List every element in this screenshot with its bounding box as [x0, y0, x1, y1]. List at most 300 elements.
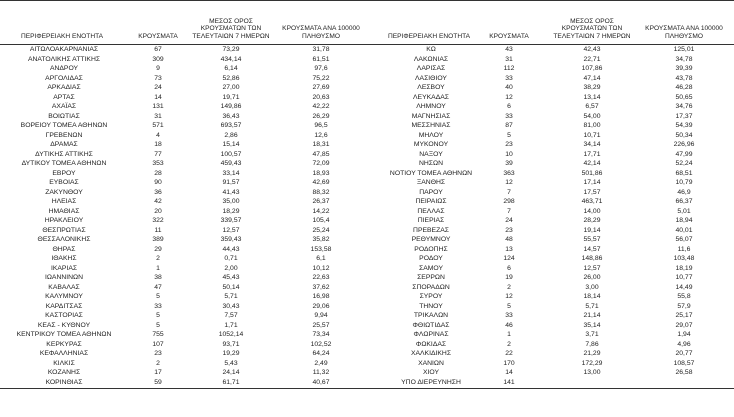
region-cell: ΜΥΚΟΝΟΥ	[413, 141, 449, 148]
per100k-cell: 97,6	[314, 65, 328, 72]
header-cases-per-100k: ΚΡΟΥΣΜΑΤΑ ΑΝΑ 100000 ΠΛΗΘΥΣΜΟ	[645, 25, 723, 40]
region-cell: ΛΕΣΒΟΥ	[417, 84, 445, 91]
per100k-cell: 68,51	[675, 169, 693, 177]
per100k-cell: 16,98	[312, 293, 330, 300]
per100k-cell: 14,22	[312, 207, 330, 215]
cases-cell: 10	[505, 150, 513, 158]
region-cell: ΡΕΘΥΜΝΟΥ	[411, 236, 451, 243]
region-cell: ΕΒΡΟΥ	[52, 169, 76, 177]
cases-cell: 90	[154, 179, 162, 186]
region-cell: ΑΙΤΩΛΟΑΚΑΡΝΑΝΙΑΣ	[29, 46, 99, 53]
region-cell: ΠΕΛΛΑΣ	[417, 207, 445, 215]
cases-cell: 18	[154, 141, 162, 148]
per100k-cell: 25,57	[312, 321, 330, 329]
cases-cell: 12	[505, 293, 513, 300]
per100k-cell: 34,78	[675, 55, 693, 63]
avg7-cell: 34,14	[583, 141, 601, 148]
region-cell: ΖΑΚΥΝΘΟΥ	[45, 188, 83, 196]
avg7-cell: 13,00	[583, 369, 601, 376]
per100k-cell: 35,82	[312, 236, 330, 243]
cases-cell: 22	[505, 350, 513, 357]
avg7-cell: 2,86	[224, 131, 238, 139]
per100k-cell: 18,93	[312, 169, 330, 177]
avg7-cell: 463,71	[581, 198, 603, 205]
region-cell: ΚΙΛΚΙΣ	[53, 359, 75, 367]
per100k-cell: 72,09	[312, 160, 330, 167]
avg7-cell: 693,57	[220, 122, 242, 129]
per100k-cell: 14,49	[675, 283, 693, 291]
region-cell: ΚΑΛΥΜΝΟΥ	[45, 293, 83, 300]
table-row	[0, 378, 367, 388]
avg7-cell: 24,14	[222, 369, 240, 376]
cases-cell: 29	[154, 245, 162, 253]
table-row	[367, 321, 734, 331]
avg7-cell: 3,00	[585, 283, 599, 291]
region-cell: ΗΜΑΘΙΑΣ	[48, 207, 80, 215]
table-row	[367, 150, 734, 160]
right-header	[367, 0, 734, 44]
cases-cell: 14	[154, 93, 162, 101]
per100k-cell: 10,77	[675, 274, 693, 281]
avg7-cell: 5,71	[224, 293, 238, 300]
avg7-cell: 1052,14	[218, 331, 244, 338]
per100k-cell: 105,4	[312, 217, 330, 224]
avg7-cell: 7,57	[224, 312, 238, 319]
table-row	[0, 197, 367, 207]
per100k-cell: 153,58	[310, 245, 332, 253]
cases-cell: 11	[154, 226, 162, 234]
avg7-cell: 81,00	[583, 122, 601, 129]
per100k-cell: 5,01	[677, 207, 691, 215]
avg7-cell: 501,86	[581, 169, 603, 177]
table-row	[0, 273, 367, 283]
cases-cell: 87	[505, 122, 513, 129]
cases-cell: 33	[505, 312, 513, 319]
table-row	[367, 235, 734, 245]
cases-cell: 2	[507, 283, 511, 291]
cases-cell: 67	[154, 46, 162, 53]
cases-cell: 141	[503, 378, 515, 386]
avg7-cell: 3,71	[585, 331, 599, 338]
header-cases: ΚΡΟΥΣΜΑΤΑ	[138, 32, 178, 40]
region-cell: ΚΕΦΑΛΛΗΝΙΑΣ	[39, 350, 89, 357]
avg7-cell: 17,71	[583, 150, 601, 158]
cases-cell: 47	[154, 283, 162, 291]
left-header	[0, 0, 367, 44]
table-row	[0, 340, 367, 350]
cases-cell: 59	[154, 378, 162, 386]
per100k-cell: 18,94	[675, 217, 693, 224]
avg7-cell: 21,14	[583, 312, 601, 319]
cases-cell: 23	[154, 350, 162, 357]
per100k-cell: 26,58	[675, 369, 693, 376]
cases-cell: 77	[154, 150, 162, 158]
cases-cell: 6	[507, 264, 511, 272]
region-cell: ΚΕΝΤΡΙΚΟΥ ΤΟΜΕΑ ΑΘΗΝΩΝ	[16, 331, 112, 338]
avg7-cell: 17,57	[583, 188, 601, 196]
region-cell: ΕΥΒΟΙΑΣ	[49, 179, 79, 186]
cases-cell: 73	[154, 74, 162, 82]
region-cell: ΡΟΔΟΠΗΣ	[414, 245, 448, 253]
region-cell: ΑΝΑΤΟΛΙΚΗΣ ΑΤΤΙΚΗΣ	[27, 55, 101, 63]
cases-cell: 309	[152, 55, 164, 63]
table-row	[367, 197, 734, 207]
table-row	[0, 321, 367, 331]
header-cases: ΚΡΟΥΣΜΑΤΑ	[489, 32, 529, 40]
region-cell: ΙΚΑΡΙΑΣ	[50, 264, 78, 272]
left-rows	[0, 45, 367, 387]
table-row	[367, 169, 734, 179]
region-cell: ΑΧΑΪΑΣ	[51, 103, 77, 110]
cases-cell: 5	[507, 302, 511, 310]
avg7-cell: 18,29	[222, 207, 240, 215]
table-row	[367, 283, 734, 293]
avg7-cell: 14,57	[583, 245, 601, 253]
avg7-cell: 19,71	[222, 93, 240, 101]
cases-cell: 7	[507, 188, 511, 196]
cases-cell: 38	[154, 274, 162, 281]
table-row	[367, 254, 734, 264]
table-row	[367, 226, 734, 236]
cases-cell: 170	[503, 359, 515, 367]
per100k-cell: 46,28	[675, 84, 693, 91]
table-row	[367, 55, 734, 65]
table-row	[0, 368, 367, 378]
table-row	[0, 159, 367, 169]
avg7-cell: 73,29	[222, 46, 240, 53]
cases-cell: 4	[156, 131, 160, 139]
avg7-cell: 17,14	[583, 179, 601, 186]
table-row	[367, 216, 734, 226]
region-cell: ΑΝΔΡΟΥ	[49, 65, 79, 72]
cases-cell: 755	[152, 331, 164, 338]
per100k-cell: 18,19	[675, 264, 693, 272]
cases-cell: 353	[152, 160, 164, 167]
avg7-cell: 339,57	[220, 217, 242, 224]
table-row	[367, 264, 734, 274]
avg7-cell: 10,71	[583, 131, 601, 139]
table-row	[367, 159, 734, 169]
table-row	[0, 264, 367, 274]
region-cell: ΝΑΞΟΥ	[419, 150, 443, 158]
avg7-cell: 459,43	[220, 160, 242, 167]
per100k-cell: 125,01	[673, 46, 695, 53]
cases-cell: 6	[507, 103, 511, 110]
table-row	[367, 368, 734, 378]
per100k-cell: 39,39	[675, 65, 693, 72]
region-cell: ΔΥΤΙΚΟΥ ΤΟΜΕΑ ΑΘΗΝΩΝ	[21, 160, 107, 167]
per100k-cell: 29,06	[312, 302, 330, 310]
avg7-cell: 2,00	[224, 264, 238, 272]
cases-cell: 131	[152, 103, 164, 110]
per100k-cell: 57,9	[677, 302, 691, 310]
table-row	[0, 102, 367, 112]
per100k-cell: 9,94	[314, 312, 328, 319]
avg7-cell: 434,14	[220, 55, 242, 63]
per100k-cell: 26,37	[312, 198, 330, 205]
table-row	[0, 292, 367, 302]
region-cell: ΔΡΑΜΑΣ	[50, 141, 78, 148]
per100k-cell: 29,07	[675, 321, 693, 329]
per100k-cell: 46,9	[677, 188, 691, 196]
table-row	[367, 330, 734, 340]
avg7-cell: 35,14	[583, 321, 601, 329]
table-row	[367, 83, 734, 93]
table-row	[367, 64, 734, 74]
region-cell: ΘΕΣΠΡΩΤΙΑΣ	[42, 226, 86, 234]
region-cell: ΚΩ	[426, 46, 436, 53]
per100k-cell: 50,34	[675, 131, 693, 139]
avg7-cell: 18,14	[583, 293, 601, 300]
table-row	[367, 245, 734, 255]
avg7-cell: 6,57	[585, 103, 599, 110]
table-row	[0, 311, 367, 321]
cases-cell: 5	[156, 312, 160, 319]
cases-cell: 48	[505, 236, 513, 243]
region-cell: ΠΕΙΡΑΙΩΣ	[415, 198, 447, 205]
table-row	[367, 340, 734, 350]
region-cell: ΛΑΣΙΘΙΟΥ	[415, 74, 447, 82]
per100k-cell: 73,34	[312, 331, 330, 338]
avg7-cell: 172,29	[581, 359, 603, 367]
cases-cell: 5	[156, 293, 160, 300]
region-cell: ΜΕΣΣΗΝΙΑΣ	[411, 122, 451, 129]
avg7-cell: 93,71	[222, 340, 240, 348]
table-row	[367, 93, 734, 103]
table-row	[0, 216, 367, 226]
avg7-cell: 26,00	[583, 274, 601, 281]
per100k-cell: 42,22	[312, 103, 330, 110]
avg7-cell: 50,14	[222, 283, 240, 291]
region-cell: ΒΟΡΕΙΟΥ ΤΟΜΕΑ ΑΘΗΝΩΝ	[20, 122, 108, 129]
table-row	[0, 74, 367, 84]
per100k-cell: 55,8	[677, 293, 691, 300]
avg7-cell: 91,57	[222, 179, 240, 186]
avg7-cell: 27,00	[222, 84, 240, 91]
cases-cell: 9	[156, 65, 160, 72]
table-row	[0, 302, 367, 312]
table-row	[0, 330, 367, 340]
table-row	[367, 178, 734, 188]
per100k-cell: 25,24	[312, 226, 330, 234]
table-row	[0, 83, 367, 93]
region-cell: ΞΑΝΘΗΣ	[416, 179, 446, 186]
cases-cell: 2	[156, 255, 160, 262]
per100k-cell: 27,69	[312, 84, 330, 91]
cases-cell: 2	[156, 359, 160, 367]
per100k-cell: 42,69	[312, 179, 330, 186]
cases-cell: 2	[507, 340, 511, 348]
per100k-cell: 6,1	[316, 255, 326, 262]
region-cell: ΛΕΥΚΑΔΑΣ	[413, 93, 449, 101]
avg7-cell: 54,00	[583, 112, 601, 120]
cases-cell: 23	[505, 226, 513, 234]
cases-cell: 571	[152, 122, 164, 129]
region-cell: ΒΟΙΩΤΙΑΣ	[48, 112, 80, 120]
table-row	[367, 359, 734, 369]
region-cell: ΧΙΟΥ	[422, 369, 440, 376]
table-row	[367, 302, 734, 312]
avg7-cell: 42,43	[583, 46, 601, 53]
per100k-cell: 64,24	[312, 350, 330, 357]
per100k-cell: 12,6	[314, 131, 328, 139]
region-cell: ΑΡΚΑΔΙΑΣ	[47, 84, 81, 91]
cases-cell: 46	[505, 321, 513, 329]
region-cell: ΗΡΑΚΛΕΙΟΥ	[44, 217, 84, 224]
cases-cell: 12	[505, 179, 513, 186]
table-row	[0, 150, 367, 160]
region-cell: ΑΡΓΟΛΙΔΑΣ	[45, 74, 83, 82]
per100k-cell: 226,96	[673, 141, 695, 148]
table-row	[367, 45, 734, 55]
table-row	[367, 131, 734, 141]
region-cell: ΚΑΡΔΙΤΣΑΣ	[45, 302, 83, 310]
region-cell: ΧΑΝΙΩΝ	[418, 359, 444, 367]
region-cell: ΧΑΛΚΙΔΙΚΗΣ	[410, 350, 452, 357]
per100k-cell: 50,65	[675, 93, 693, 101]
avg7-cell: 7,86	[585, 340, 599, 348]
per100k-cell: 43,78	[675, 74, 693, 82]
region-cell: ΛΑΚΩΝΙΑΣ	[413, 55, 449, 63]
avg7-cell: 13,14	[583, 93, 601, 101]
cases-cell: 112	[503, 65, 515, 72]
cases-cell: 36	[154, 188, 162, 196]
region-cell: ΘΕΣΣΑΛΟΝΙΚΗΣ	[37, 236, 91, 243]
cases-cell: 298	[503, 198, 515, 205]
avg7-cell: 28,29	[583, 217, 601, 224]
avg7-cell: 55,57	[583, 236, 601, 243]
top-rule	[0, 0, 734, 1]
region-cell: ΛΗΜΝΟΥ	[416, 103, 446, 110]
table-row	[0, 55, 367, 65]
cases-cell: 24	[505, 217, 513, 224]
avg7-cell: 12,57	[222, 226, 240, 234]
table-row	[367, 292, 734, 302]
per100k-cell: 10,12	[312, 264, 330, 272]
per100k-cell: 47,99	[675, 150, 693, 158]
bottom-rule	[0, 388, 734, 389]
cases-cell: 17	[154, 369, 162, 376]
region-cell: ΤΗΝΟΥ	[419, 302, 443, 310]
table-row	[0, 93, 367, 103]
cases-cell: 20	[154, 207, 162, 215]
table-row	[367, 207, 734, 217]
per100k-cell: 61,51	[312, 55, 330, 63]
region-cell: ΜΗΛΟΥ	[418, 131, 444, 139]
avg7-cell: 52,86	[222, 74, 240, 82]
per100k-cell: 52,24	[675, 160, 693, 167]
per100k-cell: 22,63	[312, 274, 330, 281]
region-cell: ΦΩΚΙΔΑΣ	[415, 340, 447, 348]
region-cell: ΚΟΡΙΝΘΙΑΣ	[45, 378, 83, 386]
per100k-cell: 40,01	[675, 226, 693, 234]
avg7-cell: 38,29	[583, 84, 601, 91]
cases-cell: 1	[156, 264, 160, 272]
per100k-cell: 47,85	[312, 150, 330, 158]
region-cell: ΛΑΡΙΣΑΣ	[416, 65, 446, 72]
avg7-cell: 359,43	[220, 236, 242, 243]
table-row	[367, 112, 734, 122]
avg7-cell: 47,14	[583, 74, 601, 82]
avg7-cell: 33,14	[222, 169, 240, 177]
per100k-cell: 96,5	[314, 122, 328, 129]
cases-cell: 13	[505, 245, 513, 253]
cases-cell: 33	[505, 74, 513, 82]
cases-cell: 28	[154, 169, 162, 177]
per100k-cell: 11,6	[677, 245, 691, 253]
region-cell: ΠΡΕΒΕΖΑΣ	[413, 226, 449, 234]
table-row	[367, 188, 734, 198]
avg7-cell: 61,71	[222, 378, 240, 386]
region-cell: ΚΕΑΣ - ΚΥΘΝΟΥ	[37, 321, 91, 329]
per100k-cell: 34,76	[675, 103, 693, 110]
table-row	[0, 140, 367, 150]
per100k-cell: 31,78	[312, 46, 330, 53]
table-row	[367, 273, 734, 283]
region-cell: ΡΟΔΟΥ	[419, 255, 443, 262]
per100k-cell: 25,17	[675, 312, 693, 319]
table-row	[0, 188, 367, 198]
avg7-cell: 36,43	[222, 112, 240, 120]
header-rule	[0, 44, 734, 45]
region-cell: ΓΡΕΒΕΝΩΝ	[45, 131, 83, 139]
per100k-cell: 4,96	[677, 340, 691, 348]
avg7-cell: 41,43	[222, 188, 240, 196]
avg7-cell: 35,00	[222, 198, 240, 205]
header-cases-per-100k: ΚΡΟΥΣΜΑΤΑ ΑΝΑ 100000 ΠΛΗΘΥΣΜΟ	[282, 25, 360, 40]
per100k-cell: 103,48	[673, 255, 695, 262]
table-row	[0, 283, 367, 293]
avg7-cell: 15,14	[222, 141, 240, 148]
header-region: ΠΕΡΙΦΕΡΕΙΑΚΗ ΕΝΟΤΗΤΑ	[387, 32, 471, 40]
table-row	[0, 169, 367, 179]
cases-cell: 43	[505, 46, 513, 53]
cases-cell: 107	[152, 340, 164, 348]
table-row	[0, 254, 367, 264]
avg7-cell: 0,71	[224, 255, 238, 262]
table-row	[0, 178, 367, 188]
header-7day-average: ΜΕΣΟΣ ΟΡΟΣ ΚΡΟΥΣΜΑΤΩΝ ΤΩΝ ΤΕΛΕΥΤΑΙΩΝ 7 ΗΜΕΡΩΝ	[553, 17, 631, 40]
avg7-cell: 5,43	[224, 359, 238, 367]
cases-cell: 40	[505, 84, 513, 91]
per100k-cell: 20,63	[312, 93, 330, 101]
region-cell: ΣΕΡΡΩΝ	[417, 274, 445, 281]
avg7-cell: 45,43	[222, 274, 240, 281]
region-cell: ΦΘΙΩΤΙΔΑΣ	[412, 321, 450, 329]
cases-cell: 23	[505, 141, 513, 148]
table-row	[0, 235, 367, 245]
region-cell: ΣΑΜΟΥ	[419, 264, 443, 272]
per100k-cell: 108,57	[673, 359, 695, 367]
per100k-cell: 26,29	[312, 112, 330, 120]
avg7-cell: 148,86	[581, 255, 603, 262]
region-cell: ΙΘΑΚΗΣ	[51, 255, 77, 262]
region-cell: ΘΗΡΑΣ	[52, 245, 76, 253]
per100k-cell: 75,22	[312, 74, 330, 82]
avg7-cell: 12,57	[583, 264, 601, 272]
table-row	[0, 226, 367, 236]
region-cell: ΠΙΕΡΙΑΣ	[417, 217, 445, 224]
header-7day-average: ΜΕΣΟΣ ΟΡΟΣ ΚΡΟΥΣΜΑΤΩΝ ΤΩΝ ΤΕΛΕΥΤΑΙΩΝ 7 ΗΜΕΡΩΝ	[192, 17, 270, 40]
table-row	[0, 64, 367, 74]
region-cell: ΣΥΡΟΥ	[419, 293, 443, 300]
avg7-cell: 19,29	[222, 350, 240, 357]
table-row	[0, 245, 367, 255]
table-row	[367, 74, 734, 84]
per100k-cell: 11,32	[312, 369, 330, 376]
cases-cell: 5	[507, 131, 511, 139]
avg7-cell: 100,57	[220, 150, 242, 158]
